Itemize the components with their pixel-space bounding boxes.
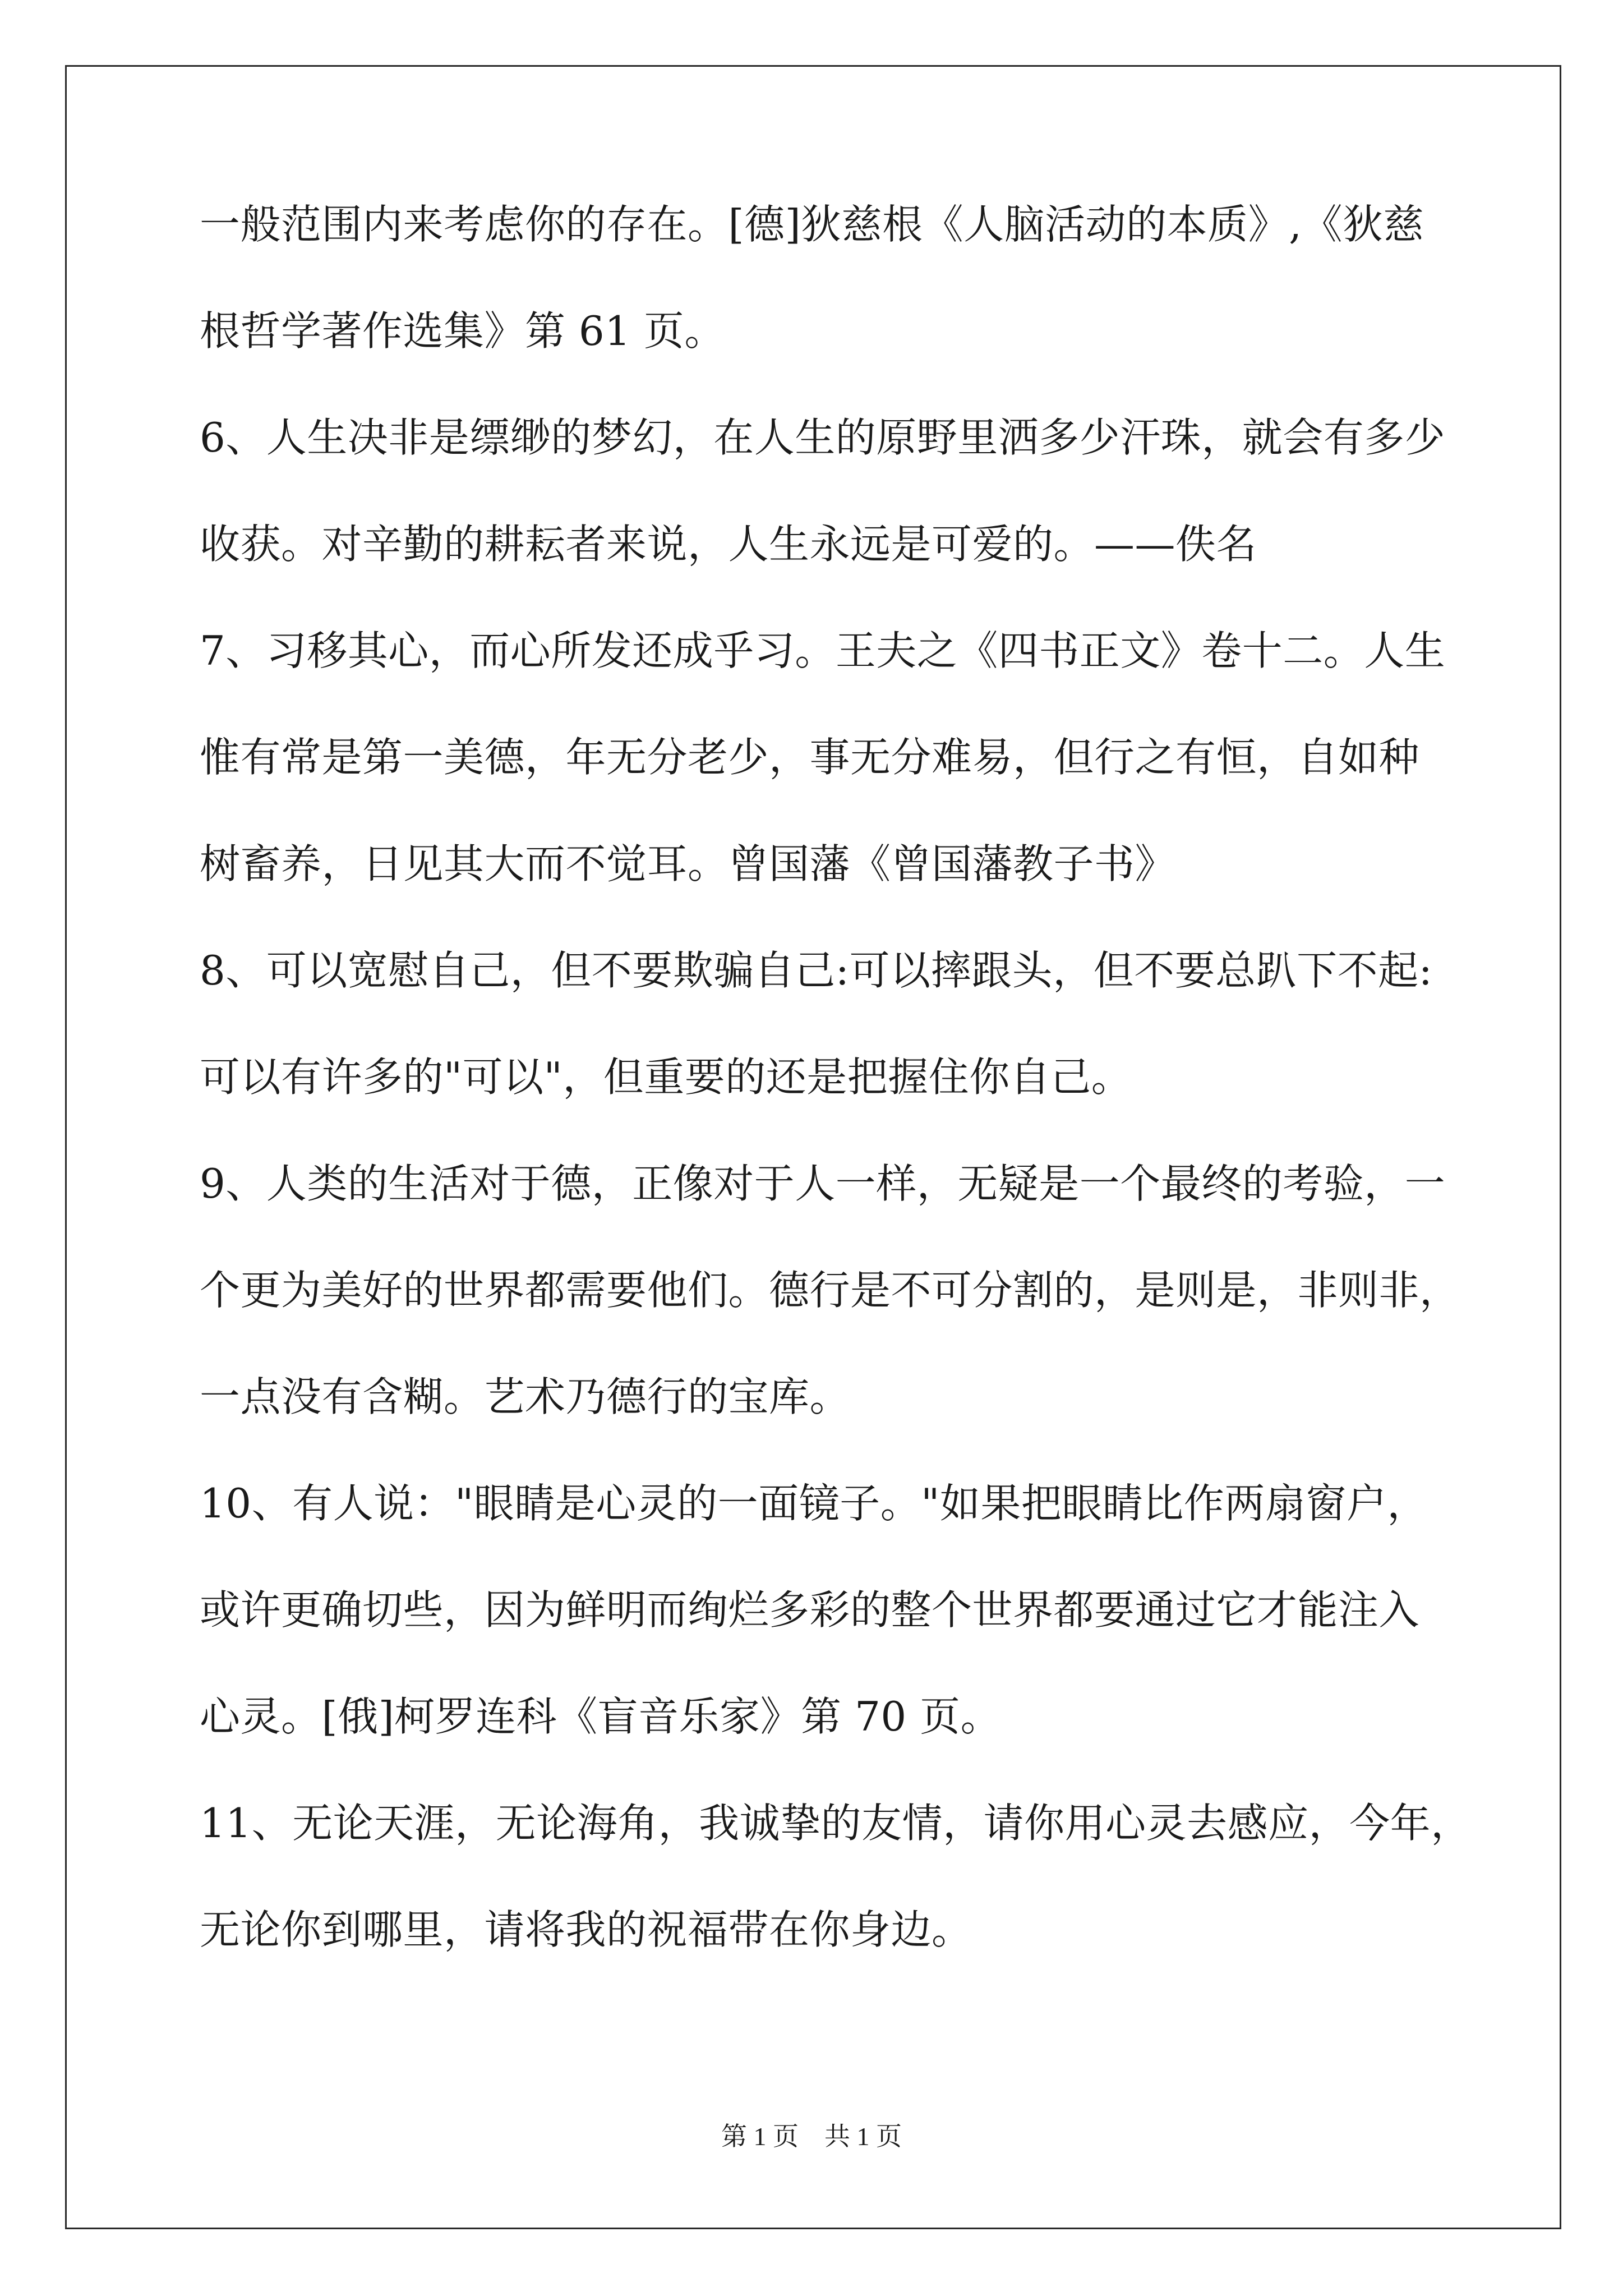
text-line: 个更为美好的世界都需要他们。德行是不可分割的，是则是，非则非， [200, 1267, 1460, 1314]
text-line: 10、有人说："眼睛是心灵的一面镜子。"如果把眼睛比作两扇窗户， [200, 1480, 1428, 1527]
page-number: 第 1 页 共 1 页 [721, 2122, 902, 2151]
text-line: 可以有许多的"可以"，但重要的还是把握住你自己。 [200, 1053, 1132, 1101]
text-line: 树畜养，日见其大而不觉耳。曾国藩《曾国藩教子书》 [200, 840, 1176, 887]
text-line: 6、人生决非是缥缈的梦幻，在人生的原野里洒多少汗珠，就会有多少 [200, 414, 1446, 461]
text-line: 惟有常是第一美德，年无分老少，事无分难易，但行之有恒，自如种 [200, 734, 1420, 781]
text-line: 一般范围内来考虑你的存在。[德]狄慈根《人脑活动的本质》,《狄慈 [200, 201, 1424, 248]
text-line: 8、可以宽慰自己，但不要欺骗自己:可以摔跟头，但不要总趴下不起: [200, 947, 1433, 994]
text-line: 收获。对辛勤的耕耘者来说，人生永远是可爱的。——佚名 [200, 521, 1257, 568]
text-line: 无论你到哪里，请将我的祝福带在你身边。 [200, 1906, 972, 1953]
text-line: 心灵。[俄]柯罗连科《盲音乐家》第 70 页。 [200, 1693, 1002, 1740]
text-line: 11、无论天涯，无论海角，我诚挚的友情，请你用心灵去感应，今年， [200, 1800, 1472, 1847]
text-line: 9、人类的生活对于德，正像对于人一样，无疑是一个最终的考验，一 [200, 1160, 1446, 1207]
text-line: 一点没有含糊。艺术乃德行的宝库。 [200, 1373, 851, 1420]
text-line: 7、习移其心，而心所发还成乎习。王夫之《四书正文》卷十二。人生 [200, 627, 1446, 674]
text-line: 根哲学著作选集》第 61 页。 [200, 307, 725, 355]
text-line: 或许更确切些，因为鲜明而绚烂多彩的整个世界都要通过它才能注入 [200, 1586, 1420, 1634]
